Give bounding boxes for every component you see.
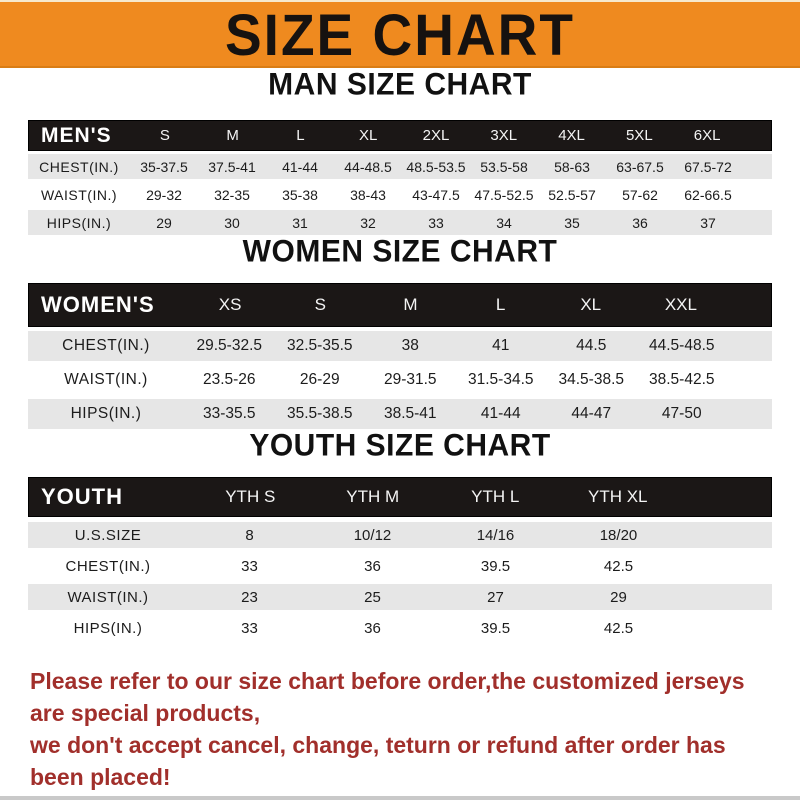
- size-value-cell: 33: [241, 557, 258, 575]
- size-column-header: XXL: [664, 295, 697, 314]
- size-value-cell: 18/20: [599, 526, 638, 544]
- size-value-cell: 23: [241, 588, 258, 606]
- size-value-cell: 41: [492, 337, 510, 354]
- table-row: [28, 522, 772, 548]
- size-value-cell: 67.5-72: [684, 158, 732, 175]
- size-value-cell: 32-35: [214, 186, 250, 203]
- size-column-header: 2XL: [422, 127, 450, 144]
- size-value-cell: 29: [156, 214, 172, 231]
- size-value-cell: 38: [401, 337, 419, 354]
- size-value-cell: 31: [292, 214, 308, 231]
- size-value-cell: 35.5-38.5: [287, 405, 353, 422]
- size-value-cell: 44-48.5: [344, 158, 392, 175]
- size-value-cell: 43-47.5: [412, 186, 460, 203]
- women-section-title: WOMEN SIZE CHART: [242, 234, 558, 269]
- size-value-cell: 32: [360, 214, 376, 231]
- size-value-cell: 36: [364, 557, 381, 575]
- row-label: WAIST(IN.): [67, 588, 149, 606]
- youth-size-table: [28, 477, 772, 641]
- table-corner-label: MEN'S: [41, 123, 112, 147]
- size-value-cell: 37.5-41: [208, 158, 256, 175]
- size-column-header: S: [314, 295, 326, 314]
- man-size-section: [0, 68, 800, 235]
- size-column-header: S: [159, 127, 170, 144]
- size-value-cell: 48.5-53.5: [406, 158, 466, 175]
- size-column-header: L: [495, 295, 506, 314]
- size-value-cell: 52.5-57: [548, 186, 596, 203]
- size-value-cell: 41-44: [480, 405, 521, 422]
- size-value-cell: 63-67.5: [616, 158, 664, 175]
- size-column-header: M: [403, 295, 418, 314]
- row-label: WAIST(IN.): [40, 186, 118, 203]
- size-column-header: 4XL: [558, 127, 585, 144]
- size-value-cell: 29.5-32.5: [196, 337, 262, 354]
- size-value-cell: 33: [241, 619, 258, 637]
- size-value-cell: 62-66.5: [684, 186, 732, 203]
- footer-note: [30, 665, 772, 793]
- size-value-cell: 44.5-48.5: [649, 337, 715, 354]
- man-size-table: [28, 120, 772, 235]
- table-row: [28, 584, 772, 610]
- women-size-table: [28, 283, 772, 429]
- size-value-cell: 41-44: [282, 158, 318, 175]
- size-column-header: 3XL: [490, 127, 518, 144]
- size-value-cell: 38.5-42.5: [649, 371, 715, 388]
- size-value-cell: 37: [700, 214, 716, 231]
- row-label: WAIST(IN.): [64, 371, 148, 388]
- size-column-header: M: [226, 127, 239, 144]
- size-column-header: YTH XL: [587, 487, 648, 506]
- youth-section-title: YOUTH SIZE CHART: [249, 428, 551, 463]
- size-value-cell: 57-62: [622, 186, 658, 203]
- bottom-divider: [0, 796, 800, 800]
- row-label: HIPS(IN.): [73, 619, 143, 637]
- table-row: [28, 154, 772, 179]
- size-value-cell: 42.5: [603, 619, 634, 637]
- size-value-cell: 47-50: [661, 405, 702, 422]
- size-value-cell: 25: [364, 588, 381, 606]
- size-column-header: YTH S: [225, 487, 276, 506]
- size-column-header: XS: [218, 295, 242, 314]
- size-value-cell: 33-35.5: [202, 405, 256, 422]
- size-value-cell: 39.5: [480, 619, 511, 637]
- row-label: CHEST(IN.): [62, 337, 150, 354]
- footer-note-line1: Please refer to our size chart before order,the customized jerseys are special products,: [30, 668, 745, 726]
- table-corner-label: YOUTH: [41, 484, 123, 509]
- footer-note-line2: we don't accept cancel, change, teturn or refund after order has been placed!: [30, 732, 726, 790]
- size-value-cell: 44-47: [571, 405, 612, 422]
- man-section-title: MAN SIZE CHART: [268, 67, 532, 102]
- size-value-cell: 47.5-52.5: [474, 186, 534, 203]
- women-size-section: [0, 235, 800, 429]
- size-value-cell: 39.5: [480, 557, 511, 575]
- size-value-cell: 44.5: [576, 337, 607, 354]
- size-value-cell: 58-63: [554, 158, 590, 175]
- row-label: U.S.SIZE: [74, 526, 142, 544]
- size-column-header: XL: [580, 295, 602, 314]
- table-header-bar: [28, 283, 772, 327]
- size-value-cell: 31.5-34.5: [468, 371, 534, 388]
- size-column-header: 6XL: [693, 127, 721, 144]
- size-value-cell: 29-31.5: [383, 371, 437, 388]
- table-row: [28, 553, 772, 579]
- size-value-cell: 34.5-38.5: [558, 371, 624, 388]
- row-label: CHEST(IN.): [65, 557, 151, 575]
- table-header-bar: [28, 477, 772, 517]
- table-row: [28, 615, 772, 641]
- size-column-header: XL: [359, 127, 378, 144]
- table-row: [28, 182, 772, 207]
- size-value-cell: 35: [564, 214, 580, 231]
- size-value-cell: 29-32: [146, 186, 182, 203]
- table-corner-label: WOMEN'S: [41, 292, 155, 317]
- size-value-cell: 35-37.5: [140, 158, 188, 175]
- size-value-cell: 8: [245, 526, 254, 544]
- page-title: SIZE CHART: [225, 1, 575, 68]
- youth-size-section: [0, 429, 800, 641]
- size-value-cell: 30: [224, 214, 240, 231]
- size-value-cell: 26-29: [299, 371, 340, 388]
- size-value-cell: 36: [632, 214, 648, 231]
- size-value-cell: 27: [487, 588, 504, 606]
- row-label: CHEST(IN.): [39, 158, 119, 175]
- size-value-cell: 32.5-35.5: [287, 337, 353, 354]
- size-value-cell: 36: [364, 619, 381, 637]
- table-row: [28, 210, 772, 235]
- size-column-header: YTH M: [346, 487, 400, 506]
- size-value-cell: 42.5: [603, 557, 634, 575]
- size-value-cell: 29: [610, 588, 627, 606]
- table-header-bar: [28, 120, 772, 151]
- banner: [0, 0, 800, 68]
- size-column-header: YTH L: [471, 487, 520, 506]
- size-value-cell: 10/12: [353, 526, 392, 544]
- size-value-cell: 14/16: [476, 526, 515, 544]
- size-column-header: L: [296, 127, 305, 144]
- size-value-cell: 35-38: [282, 186, 318, 203]
- size-value-cell: 34: [496, 214, 512, 231]
- table-row: [28, 399, 772, 429]
- size-value-cell: 38.5-41: [383, 405, 437, 422]
- size-value-cell: 53.5-58: [480, 158, 528, 175]
- row-label: HIPS(IN.): [70, 405, 142, 422]
- size-value-cell: 33: [428, 214, 444, 231]
- size-value-cell: 38-43: [350, 186, 386, 203]
- table-row: [28, 365, 772, 395]
- size-value-cell: 23.5-26: [202, 371, 256, 388]
- size-column-header: 5XL: [625, 127, 653, 144]
- table-row: [28, 331, 772, 361]
- row-label: HIPS(IN.): [46, 214, 112, 231]
